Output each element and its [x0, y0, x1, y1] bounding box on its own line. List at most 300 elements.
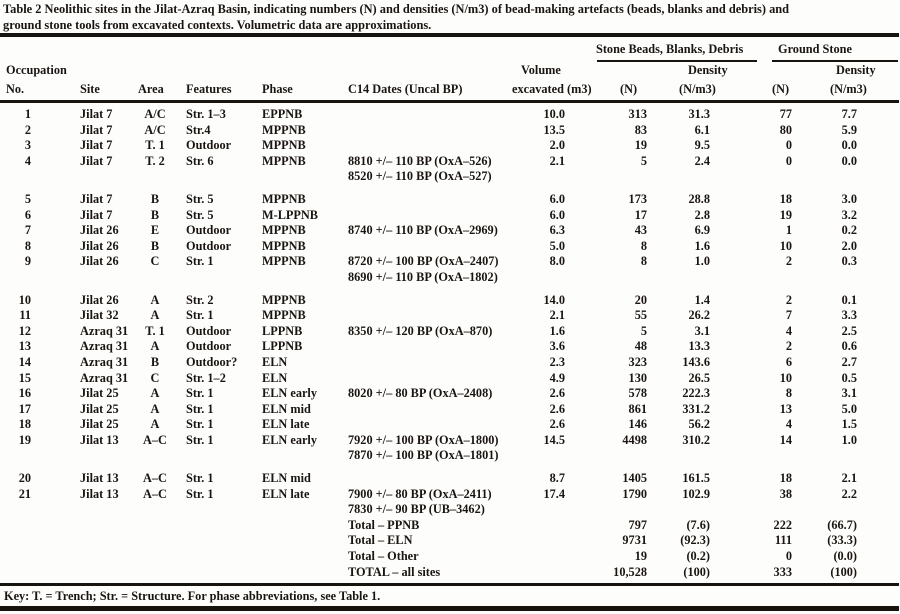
beads-density-cell: 1.0 — [694, 254, 710, 269]
area-cell: T. 1 — [145, 323, 165, 338]
volume-cell: 2.0 — [549, 138, 565, 153]
c14-date-line: 8690 +/– 110 BP (OxA–1802) — [348, 269, 498, 284]
area-cell: B — [150, 207, 160, 222]
volume-cell: 6.3 — [549, 223, 565, 238]
caption-line-1: Table 2 Neolithic sites in the Jilat-Azraq Basin, indicating numbers (N) and densities (N/m3) of bead-making artefacts (beads, blanks and debris) and — [3, 2, 790, 16]
ground-density-cell: 2.7 — [841, 354, 857, 369]
volume-cell: 8.7 — [549, 471, 565, 486]
totals-row — [0, 549, 900, 565]
area-cell: A–C — [143, 486, 167, 501]
volume-cell: 17.4 — [543, 486, 565, 501]
group-header-stone-beads: Stone Beads, Blanks, Debris — [596, 42, 744, 56]
beads-density-cell: 143.6 — [682, 354, 710, 369]
c14-date-line: 8740 +/– 110 BP (OxA–2969) — [348, 223, 498, 238]
site-cell: Jilat 13 — [80, 486, 119, 501]
beads-density-cell: (7.6) — [686, 517, 710, 532]
header-beads-density-line1: Density — [688, 63, 728, 77]
area-cell: T. 1 — [145, 138, 165, 153]
ground-n-cell: 13 — [779, 401, 792, 416]
ground-n-cell: 333 — [773, 564, 792, 579]
beads-density-cell: 161.5 — [682, 471, 710, 486]
table-row — [0, 192, 900, 208]
phase-cell: MPPNB — [262, 308, 306, 323]
beads-density-cell: 13.3 — [688, 339, 710, 354]
area-cell: E — [150, 223, 160, 238]
ground-density-cell: 5.0 — [841, 401, 857, 416]
ground-n-cell: 77 — [779, 107, 792, 121]
header-volume-line1: Volume — [521, 63, 561, 77]
beads-n-cell: 9731 — [622, 533, 647, 548]
area-cell: A — [150, 308, 160, 323]
beads-n-cell: 797 — [628, 517, 647, 532]
phase-cell: ELN — [262, 370, 288, 385]
total-label-cell: TOTAL – all sites — [348, 564, 441, 579]
occupation-no-cell: 13 — [18, 339, 31, 354]
features-cell: Str. 1–3 — [186, 107, 226, 121]
features-cell: Str. 1 — [186, 432, 214, 447]
ground-n-cell: 4 — [785, 323, 792, 338]
table-row — [0, 239, 900, 255]
header-beads-density-line2: (N/m3) — [679, 82, 716, 96]
header-occupation-line2: No. — [6, 82, 25, 96]
beads-n-cell: 19 — [634, 138, 647, 153]
ground-n-cell: 2 — [785, 292, 792, 307]
table-row — [0, 417, 900, 433]
beads-n-cell: 130 — [628, 370, 647, 385]
beads-n-cell: 313 — [628, 107, 647, 121]
site-cell: Azraq 31 — [80, 323, 129, 338]
volume-cell: 3.6 — [549, 339, 565, 354]
area-cell: B — [150, 354, 160, 369]
site-cell: Jilat 26 — [80, 292, 119, 307]
volume-cell: 8.0 — [549, 254, 565, 269]
header-volume-line2: excavated (m3) — [512, 82, 592, 96]
ground-density-cell: 3.3 — [841, 308, 857, 323]
key-note: Key: T. = Trench; Str. = Structure. For phase abbreviations, see Table 1. — [4, 589, 381, 603]
totals-row — [0, 533, 900, 549]
phase-cell: MPPNB — [262, 153, 306, 168]
ground-n-cell: 0 — [785, 153, 792, 168]
phase-cell: MPPNB — [262, 238, 306, 253]
volume-cell: 1.6 — [549, 323, 565, 338]
features-cell: Str.4 — [186, 122, 211, 137]
site-cell: Azraq 31 — [80, 339, 129, 354]
c14-date-line: 8020 +/– 80 BP (OxA–2408) — [348, 386, 493, 401]
ground-density-cell: 0.2 — [841, 223, 857, 238]
ground-n-cell: 6 — [785, 354, 792, 369]
site-cell: Jilat 7 — [80, 207, 113, 222]
area-cell: T. 2 — [145, 153, 165, 168]
stone-beads-underline — [597, 60, 757, 62]
site-cell: Jilat 26 — [80, 223, 119, 238]
occupation-no-cell: 12 — [18, 323, 31, 338]
beads-density-cell: 1.4 — [694, 292, 710, 307]
occupation-no-cell: 6 — [24, 207, 31, 222]
phase-cell: ELN early — [262, 432, 317, 447]
beads-density-cell: 331.2 — [682, 401, 710, 416]
ground-stone-underline — [772, 60, 898, 62]
ground-n-cell: 2 — [785, 254, 792, 269]
volume-cell: 4.9 — [549, 370, 565, 385]
phase-cell: M-LPPNB — [262, 207, 319, 222]
ground-density-cell: (100) — [830, 564, 857, 579]
table-caption — [3, 2, 899, 33]
ground-density-cell: 1.5 — [841, 417, 857, 432]
ground-n-cell: 4 — [785, 417, 792, 432]
volume-cell: 2.6 — [549, 386, 565, 401]
table-row — [0, 471, 900, 487]
ground-density-cell: 3.0 — [841, 191, 857, 206]
ground-n-cell: 8 — [785, 386, 792, 401]
area-cell: A — [150, 339, 160, 354]
occupation-no-cell: 8 — [24, 238, 31, 253]
volume-cell: 2.1 — [549, 153, 565, 168]
area-cell: A — [150, 292, 160, 307]
phase-cell: ELN late — [262, 486, 310, 501]
ground-n-cell: 18 — [779, 191, 792, 206]
phase-cell: ELN late — [262, 417, 310, 432]
features-cell: Outdoor? — [186, 354, 238, 369]
features-cell: Str. 2 — [186, 292, 214, 307]
area-cell: A–C — [143, 432, 167, 447]
ground-n-cell: 38 — [779, 486, 792, 501]
ground-density-cell: 0.0 — [841, 153, 857, 168]
ground-n-cell: 111 — [774, 533, 792, 548]
occupation-no-cell: 11 — [19, 308, 31, 323]
beads-n-cell: 1405 — [622, 471, 647, 486]
c14-date-line: 7830 +/– 90 BP (UB–3462) — [348, 502, 485, 517]
top-rule — [0, 33, 899, 37]
volume-cell: 10.0 — [543, 107, 565, 121]
features-cell: Outdoor — [186, 323, 232, 338]
ground-density-cell: 5.9 — [841, 122, 857, 137]
site-cell: Jilat 7 — [80, 107, 113, 121]
ground-n-cell: 222 — [773, 517, 792, 532]
group-header-ground-stone: Ground Stone — [778, 42, 852, 56]
total-label-cell: Total – PPNB — [348, 517, 420, 532]
ground-density-cell: 0.6 — [841, 339, 857, 354]
occupation-no-cell: 3 — [24, 138, 31, 153]
table-row — [0, 487, 900, 518]
beads-n-cell: 146 — [628, 417, 647, 432]
caption-line-2: ground stone tools from excavated contexts. Volumetric data are approximations. — [3, 17, 432, 32]
c14-date-line: 7870 +/– 100 BP (OxA–1801) — [348, 448, 499, 463]
ground-density-cell: 2.0 — [841, 238, 857, 253]
ground-n-cell: 14 — [779, 432, 792, 447]
site-cell: Jilat 26 — [80, 254, 119, 269]
area-cell: A — [150, 386, 160, 401]
beads-density-cell: 6.1 — [694, 122, 710, 137]
ground-density-cell: 0.1 — [841, 292, 857, 307]
features-cell: Outdoor — [186, 138, 232, 153]
occupation-no-cell: 4 — [24, 153, 31, 168]
beads-n-cell: 20 — [634, 292, 647, 307]
beads-density-cell: 31.3 — [688, 107, 710, 121]
beads-density-cell: 9.5 — [694, 138, 710, 153]
beads-n-cell: 323 — [628, 354, 647, 369]
volume-cell: 6.0 — [549, 207, 565, 222]
beads-density-cell: 222.3 — [682, 386, 710, 401]
occupation-no-cell: 9 — [24, 254, 31, 269]
site-cell: Jilat 7 — [80, 153, 113, 168]
area-cell: A — [150, 417, 160, 432]
ground-density-cell: 3.1 — [841, 386, 857, 401]
beads-n-cell: 55 — [634, 308, 647, 323]
table-row — [0, 223, 900, 239]
ground-density-cell: 2.2 — [841, 486, 857, 501]
table-row — [0, 138, 900, 154]
c14-dates-cell — [340, 487, 498, 518]
table-row — [0, 324, 900, 340]
table-row — [0, 254, 900, 285]
beads-density-cell: (0.2) — [686, 549, 710, 564]
site-cell: Jilat 7 — [80, 191, 113, 206]
beads-density-cell: 310.2 — [682, 432, 710, 447]
features-cell: Str. 1 — [186, 417, 214, 432]
features-cell: Outdoor — [186, 238, 232, 253]
occupation-no-cell: 19 — [18, 432, 31, 447]
ground-n-cell: 2 — [785, 339, 792, 354]
beads-density-cell: 2.4 — [694, 153, 710, 168]
beads-n-cell: 48 — [634, 339, 647, 354]
header-occupation-line1: Occupation — [6, 63, 67, 77]
ground-n-cell: 0 — [785, 138, 792, 153]
beads-density-cell: 6.9 — [694, 223, 710, 238]
c14-dates-cell — [340, 324, 498, 340]
ground-density-cell: (66.7) — [827, 517, 857, 532]
header-beads-n: (N) — [620, 82, 638, 96]
beads-density-cell: 102.9 — [682, 486, 710, 501]
ground-density-cell: (0.0) — [833, 549, 857, 564]
beads-n-cell: 861 — [628, 401, 647, 416]
phase-cell: LPPNB — [262, 339, 303, 354]
c14-dates-cell — [340, 223, 498, 239]
phase-cell: ELN early — [262, 386, 317, 401]
header-phase: Phase — [262, 82, 293, 96]
header-rule — [0, 100, 899, 103]
features-cell: Str. 1 — [186, 471, 214, 486]
beads-n-cell: 8 — [640, 238, 647, 253]
ground-n-cell: 18 — [779, 471, 792, 486]
table-row — [0, 402, 900, 418]
ground-density-cell: 7.7 — [841, 107, 857, 121]
volume-cell: 2.6 — [549, 401, 565, 416]
header-ground-density-line1: Density — [836, 63, 876, 77]
beads-density-cell: 2.8 — [694, 207, 710, 222]
beads-n-cell: 17 — [634, 207, 647, 222]
c14-date-line: 7900 +/– 80 BP (OxA–2411) — [348, 486, 492, 501]
occupation-no-cell: 10 — [18, 292, 31, 307]
beads-n-cell: 8 — [640, 254, 647, 269]
occupation-no-cell: 5 — [24, 191, 31, 206]
features-cell: Str. 1 — [186, 401, 214, 416]
c14-dates-cell — [340, 154, 498, 185]
volume-cell: 6.0 — [549, 191, 565, 206]
occupation-no-cell: 21 — [18, 486, 31, 501]
site-cell: Jilat 26 — [80, 238, 119, 253]
beads-n-cell: 43 — [634, 223, 647, 238]
table-row — [0, 208, 900, 224]
occupation-no-cell: 2 — [24, 122, 31, 137]
phase-cell: EPPNB — [262, 107, 303, 121]
c14-dates-cell — [340, 254, 498, 285]
occupation-no-cell: 18 — [18, 417, 31, 432]
features-cell: Outdoor — [186, 339, 232, 354]
area-cell: A — [150, 401, 160, 416]
features-cell: Str. 5 — [186, 207, 214, 222]
area-cell: C — [150, 254, 160, 269]
table-row — [0, 308, 900, 324]
beads-density-cell: 26.5 — [688, 370, 710, 385]
header-features: Features — [186, 82, 232, 96]
volume-cell: 2.6 — [549, 417, 565, 432]
occupation-no-cell: 14 — [18, 354, 31, 369]
site-cell: Jilat 25 — [80, 401, 119, 416]
ground-density-cell: 0.5 — [841, 370, 857, 385]
beads-density-cell: 28.8 — [688, 191, 710, 206]
ground-density-cell: 0.3 — [841, 254, 857, 269]
c14-date-line: 8520 +/– 110 BP (OxA–527) — [348, 169, 492, 184]
header-ground-density-line2: (N/m3) — [830, 82, 867, 96]
beads-density-cell: (100) — [683, 564, 710, 579]
phase-cell: MPPNB — [262, 138, 306, 153]
ground-density-cell: 1.0 — [841, 432, 857, 447]
features-cell: Str. 6 — [186, 153, 214, 168]
ground-n-cell: 80 — [779, 122, 792, 137]
totals-row — [0, 518, 900, 534]
table-row — [0, 371, 900, 387]
ground-n-cell: 7 — [785, 308, 792, 323]
c14-date-line: 8810 +/– 110 BP (OxA–526) — [348, 153, 492, 168]
phase-cell: MPPNB — [262, 191, 306, 206]
beads-density-cell: 1.6 — [694, 238, 710, 253]
beads-n-cell: 10,528 — [613, 564, 647, 579]
phase-cell: MPPNB — [262, 223, 306, 238]
features-cell: Str. 1–2 — [186, 370, 226, 385]
site-cell: Jilat 13 — [80, 471, 119, 486]
area-cell: C — [150, 370, 160, 385]
ground-density-cell: 2.5 — [841, 323, 857, 338]
site-cell: Jilat 25 — [80, 386, 119, 401]
volume-cell: 14.0 — [543, 292, 565, 307]
c14-dates-cell — [340, 386, 498, 402]
header-area: Area — [138, 82, 164, 96]
header-ground-n: (N) — [772, 82, 790, 96]
beads-n-cell: 5 — [640, 153, 647, 168]
totals-row — [0, 565, 900, 581]
ground-density-cell: (33.3) — [827, 533, 857, 548]
site-cell: Jilat 13 — [80, 432, 119, 447]
beads-density-cell: 56.2 — [688, 417, 710, 432]
features-cell: Str. 1 — [186, 486, 214, 501]
table-row — [0, 293, 900, 309]
c14-dates-cell — [340, 433, 498, 464]
bottom-rule — [0, 606, 899, 611]
volume-cell: 5.0 — [549, 238, 565, 253]
beads-n-cell: 19 — [634, 549, 647, 564]
features-cell: Outdoor — [186, 223, 232, 238]
features-cell: Str. 1 — [186, 308, 214, 323]
features-cell: Str. 1 — [186, 254, 214, 269]
features-cell: Str. 1 — [186, 386, 214, 401]
occupation-no-cell: 15 — [18, 370, 31, 385]
beads-density-cell: 26.2 — [688, 308, 710, 323]
volume-cell: 14.5 — [543, 432, 565, 447]
table-row — [0, 355, 900, 371]
phase-cell: LPPNB — [262, 323, 303, 338]
beads-n-cell: 578 — [628, 386, 647, 401]
c14-date-line: 7920 +/– 100 BP (OxA–1800) — [348, 432, 499, 447]
beads-n-cell: 4498 — [622, 432, 647, 447]
ground-n-cell: 19 — [779, 207, 792, 222]
occupation-no-cell: 1 — [24, 107, 31, 121]
site-cell: Jilat 7 — [80, 122, 113, 137]
header-c14-dates: C14 Dates (Uncal BP) — [348, 82, 463, 96]
area-cell: A–C — [143, 471, 167, 486]
features-cell: Str. 5 — [186, 191, 214, 206]
ground-n-cell: 0 — [785, 549, 792, 564]
site-cell: Jilat 32 — [80, 308, 119, 323]
beads-density-cell: 3.1 — [694, 323, 710, 338]
table-body — [0, 107, 900, 580]
beads-n-cell: 173 — [628, 191, 647, 206]
area-cell: A/C — [144, 122, 166, 137]
c14-date-line: 8350 +/– 120 BP (OxA–870) — [348, 323, 493, 338]
beads-n-cell: 83 — [634, 122, 647, 137]
ground-n-cell: 1 — [785, 223, 792, 238]
ground-n-cell: 10 — [779, 370, 792, 385]
beads-density-cell: (92.3) — [680, 533, 710, 548]
area-cell: B — [150, 191, 160, 206]
phase-cell: ELN — [262, 354, 288, 369]
phase-cell: ELN mid — [262, 401, 311, 416]
site-cell: Azraq 31 — [80, 370, 129, 385]
area-cell: A/C — [144, 107, 166, 121]
area-cell: B — [150, 238, 160, 253]
table-row — [0, 433, 900, 464]
table-row — [0, 386, 900, 402]
table-row — [0, 107, 900, 123]
occupation-no-cell: 17 — [18, 401, 31, 416]
total-label-cell: Total – Other — [348, 549, 419, 564]
phase-cell: MPPNB — [262, 122, 306, 137]
table-row — [0, 123, 900, 139]
ground-n-cell: 10 — [779, 238, 792, 253]
table-row — [0, 154, 900, 185]
phase-cell: MPPNB — [262, 254, 306, 269]
volume-cell: 2.1 — [549, 308, 565, 323]
footer-rule — [0, 583, 899, 586]
ground-density-cell: 0.0 — [841, 138, 857, 153]
volume-cell: 2.3 — [549, 354, 565, 369]
beads-n-cell: 5 — [640, 323, 647, 338]
occupation-no-cell: 16 — [18, 386, 31, 401]
occupation-no-cell: 7 — [24, 223, 31, 238]
site-cell: Jilat 25 — [80, 417, 119, 432]
total-label-cell: Total – ELN — [348, 533, 413, 548]
phase-cell: MPPNB — [262, 292, 306, 307]
occupation-no-cell: 20 — [18, 471, 31, 486]
ground-density-cell: 2.1 — [841, 471, 857, 486]
phase-cell: ELN mid — [262, 471, 311, 486]
site-cell: Azraq 31 — [80, 354, 129, 369]
beads-n-cell: 1790 — [622, 486, 647, 501]
header-site: Site — [80, 82, 100, 96]
volume-cell: 13.5 — [543, 122, 565, 137]
ground-density-cell: 3.2 — [841, 207, 857, 222]
c14-date-line: 8720 +/– 100 BP (OxA–2407) — [348, 254, 499, 269]
site-cell: Jilat 7 — [80, 138, 113, 153]
